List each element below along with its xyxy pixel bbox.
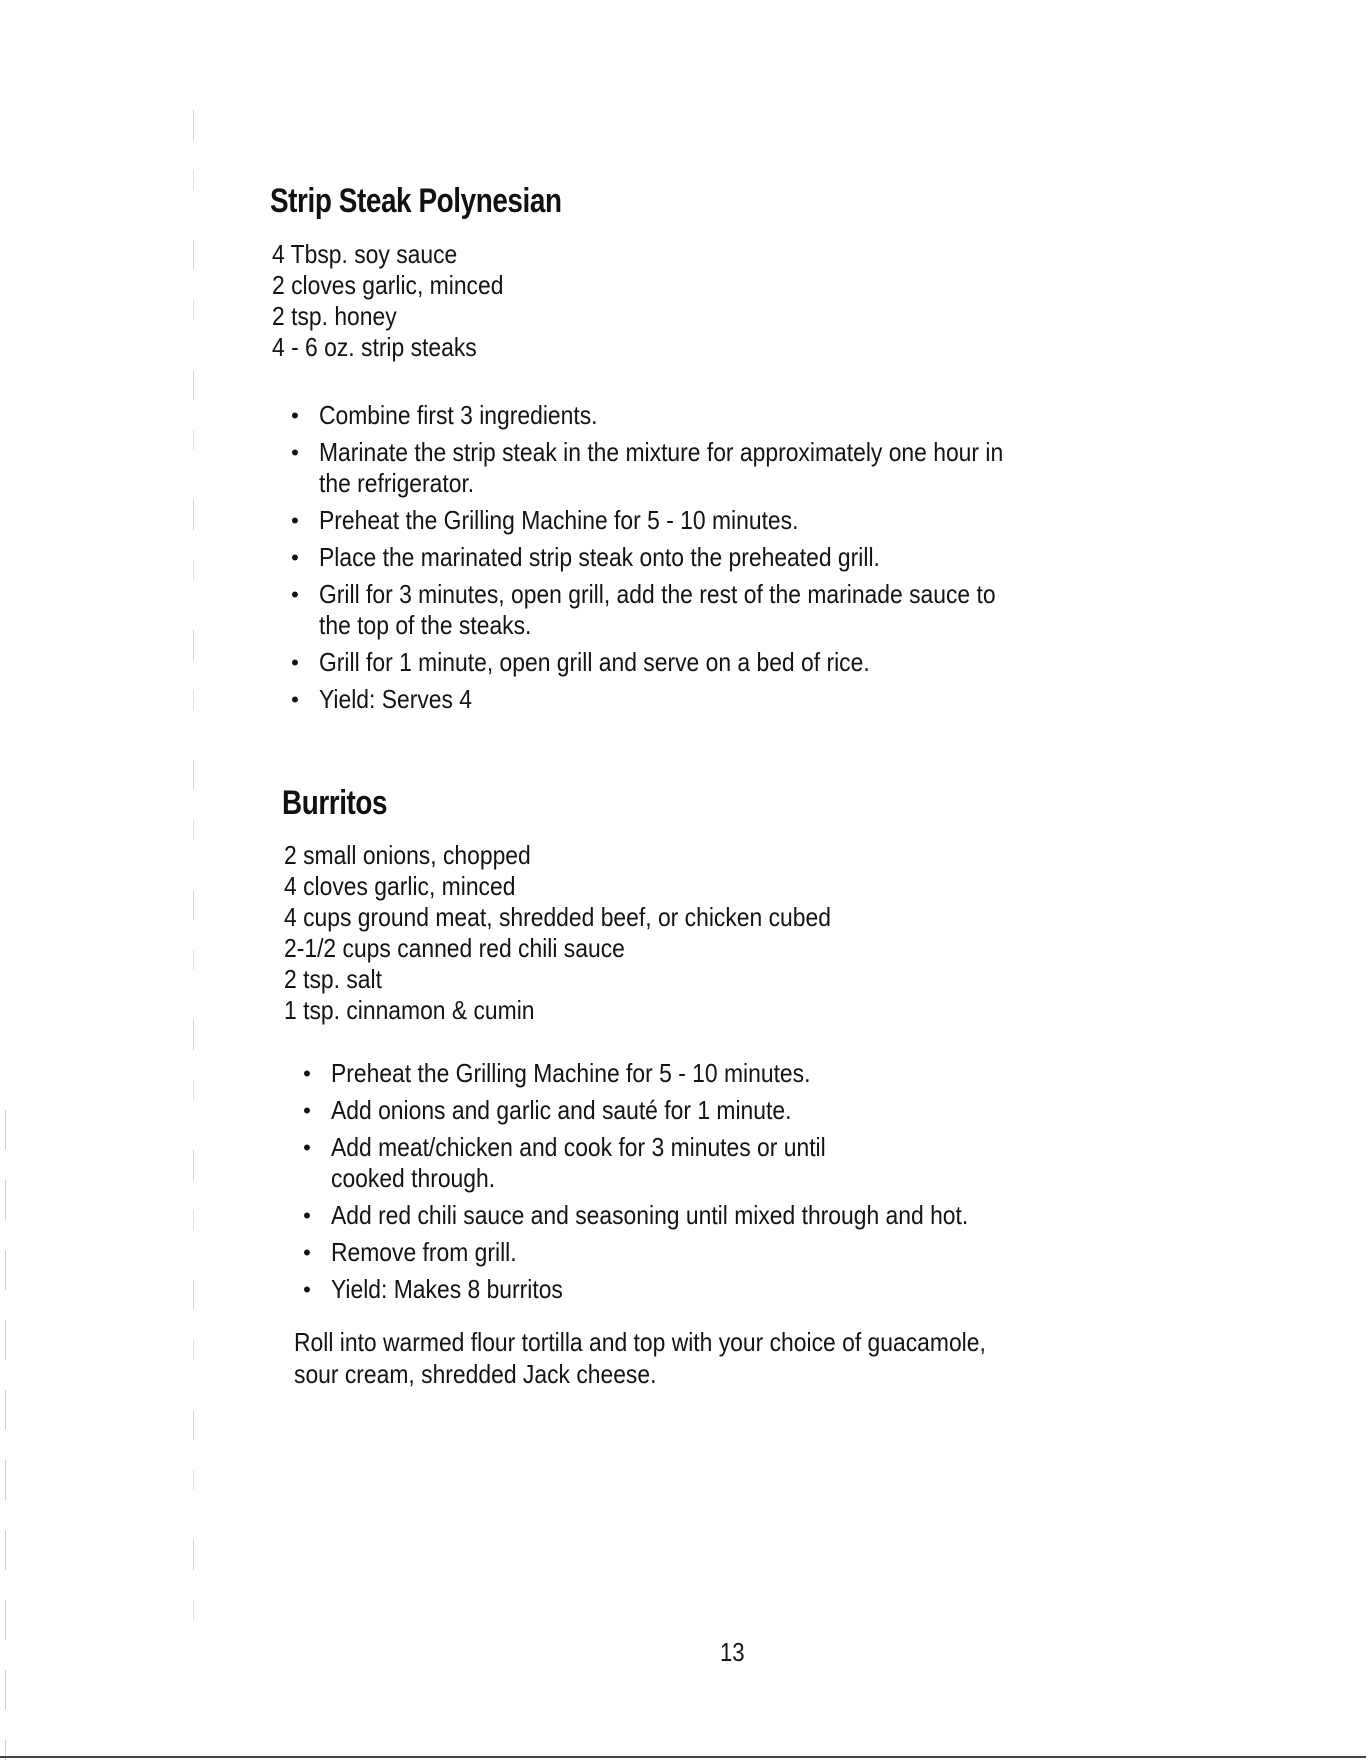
serving-note: Roll into warmed flour tortilla and top with your choice of guacamole, sour cream, shredded Jack cheese.: [294, 1327, 986, 1389]
step-item: • Grill for 3 minutes, open grill, add the rest of the marinade sauce to the top of the steaks.: [285, 579, 1165, 641]
scan-edge-line: [0, 1756, 1366, 1758]
ingredient-item: 2 cloves garlic, minced: [272, 270, 504, 300]
scan-artifact-line: [5, 1110, 6, 1760]
bullet-icon: •: [303, 1203, 311, 1228]
page-number: 13: [720, 1637, 745, 1667]
recipe-title-strip-steak: Strip Steak Polynesian: [270, 182, 562, 220]
bullet-icon: •: [291, 440, 299, 465]
step-item: • Add meat/chicken and cook for 3 minutes or until cooked through.: [297, 1132, 1147, 1194]
step-item: • Yield: Serves 4: [285, 684, 1165, 715]
ingredient-list-burritos: [284, 840, 906, 1026]
ingredient-item: 2 tsp. salt: [284, 964, 382, 994]
step-item: • Add onions and garlic and sauté for 1 minute.: [297, 1095, 1147, 1126]
bullet-icon: •: [303, 1135, 311, 1160]
bullet-icon: •: [291, 687, 299, 712]
bullet-icon: •: [291, 403, 299, 428]
ingredient-item: 2 tsp. honey: [272, 301, 397, 331]
recipe-title-burritos: Burritos: [282, 784, 388, 822]
bullet-icon: •: [291, 582, 299, 607]
ingredient-item: 2-1/2 cups canned red chili sauce: [284, 933, 625, 963]
step-item: • Preheat the Grilling Machine for 5 - 10 minutes.: [285, 505, 1165, 536]
step-list-strip-steak: [285, 400, 1165, 721]
ingredient-item: 4 cloves garlic, minced: [284, 871, 516, 901]
ingredient-item: 1 tsp. cinnamon & cumin: [284, 995, 535, 1025]
step-item: • Yield: Makes 8 burritos: [297, 1274, 1147, 1305]
bullet-icon: •: [291, 508, 299, 533]
bullet-icon: •: [303, 1240, 311, 1265]
step-item: • Combine first 3 ingredients.: [285, 400, 1165, 431]
bullet-icon: •: [291, 545, 299, 570]
step-item: • Grill for 1 minute, open grill and serve on a bed of rice.: [285, 647, 1165, 678]
step-item: • Marinate the strip steak in the mixture for approximately one hour in the refrigerator.: [285, 437, 1165, 499]
ingredient-item: 2 small onions, chopped: [284, 840, 531, 870]
step-list-burritos: [297, 1058, 1147, 1311]
bullet-icon: •: [291, 650, 299, 675]
bullet-icon: •: [303, 1277, 311, 1302]
bullet-icon: •: [303, 1098, 311, 1123]
step-item: • Place the marinated strip steak onto the preheated grill.: [285, 542, 1165, 573]
bullet-icon: •: [303, 1061, 311, 1086]
scan-artifact-line: [193, 110, 194, 1670]
ingredient-list-strip-steak: [272, 239, 535, 363]
ingredient-item: 4 cups ground meat, shredded beef, or chicken cubed: [284, 902, 831, 932]
step-item: • Preheat the Grilling Machine for 5 - 10 minutes.: [297, 1058, 1147, 1089]
step-item: • Add red chili sauce and seasoning until mixed through and hot.: [297, 1200, 1147, 1231]
ingredient-item: 4 - 6 oz. strip steaks: [272, 332, 477, 362]
ingredient-item: 4 Tbsp. soy sauce: [272, 239, 458, 269]
step-item: • Remove from grill.: [297, 1237, 1147, 1268]
